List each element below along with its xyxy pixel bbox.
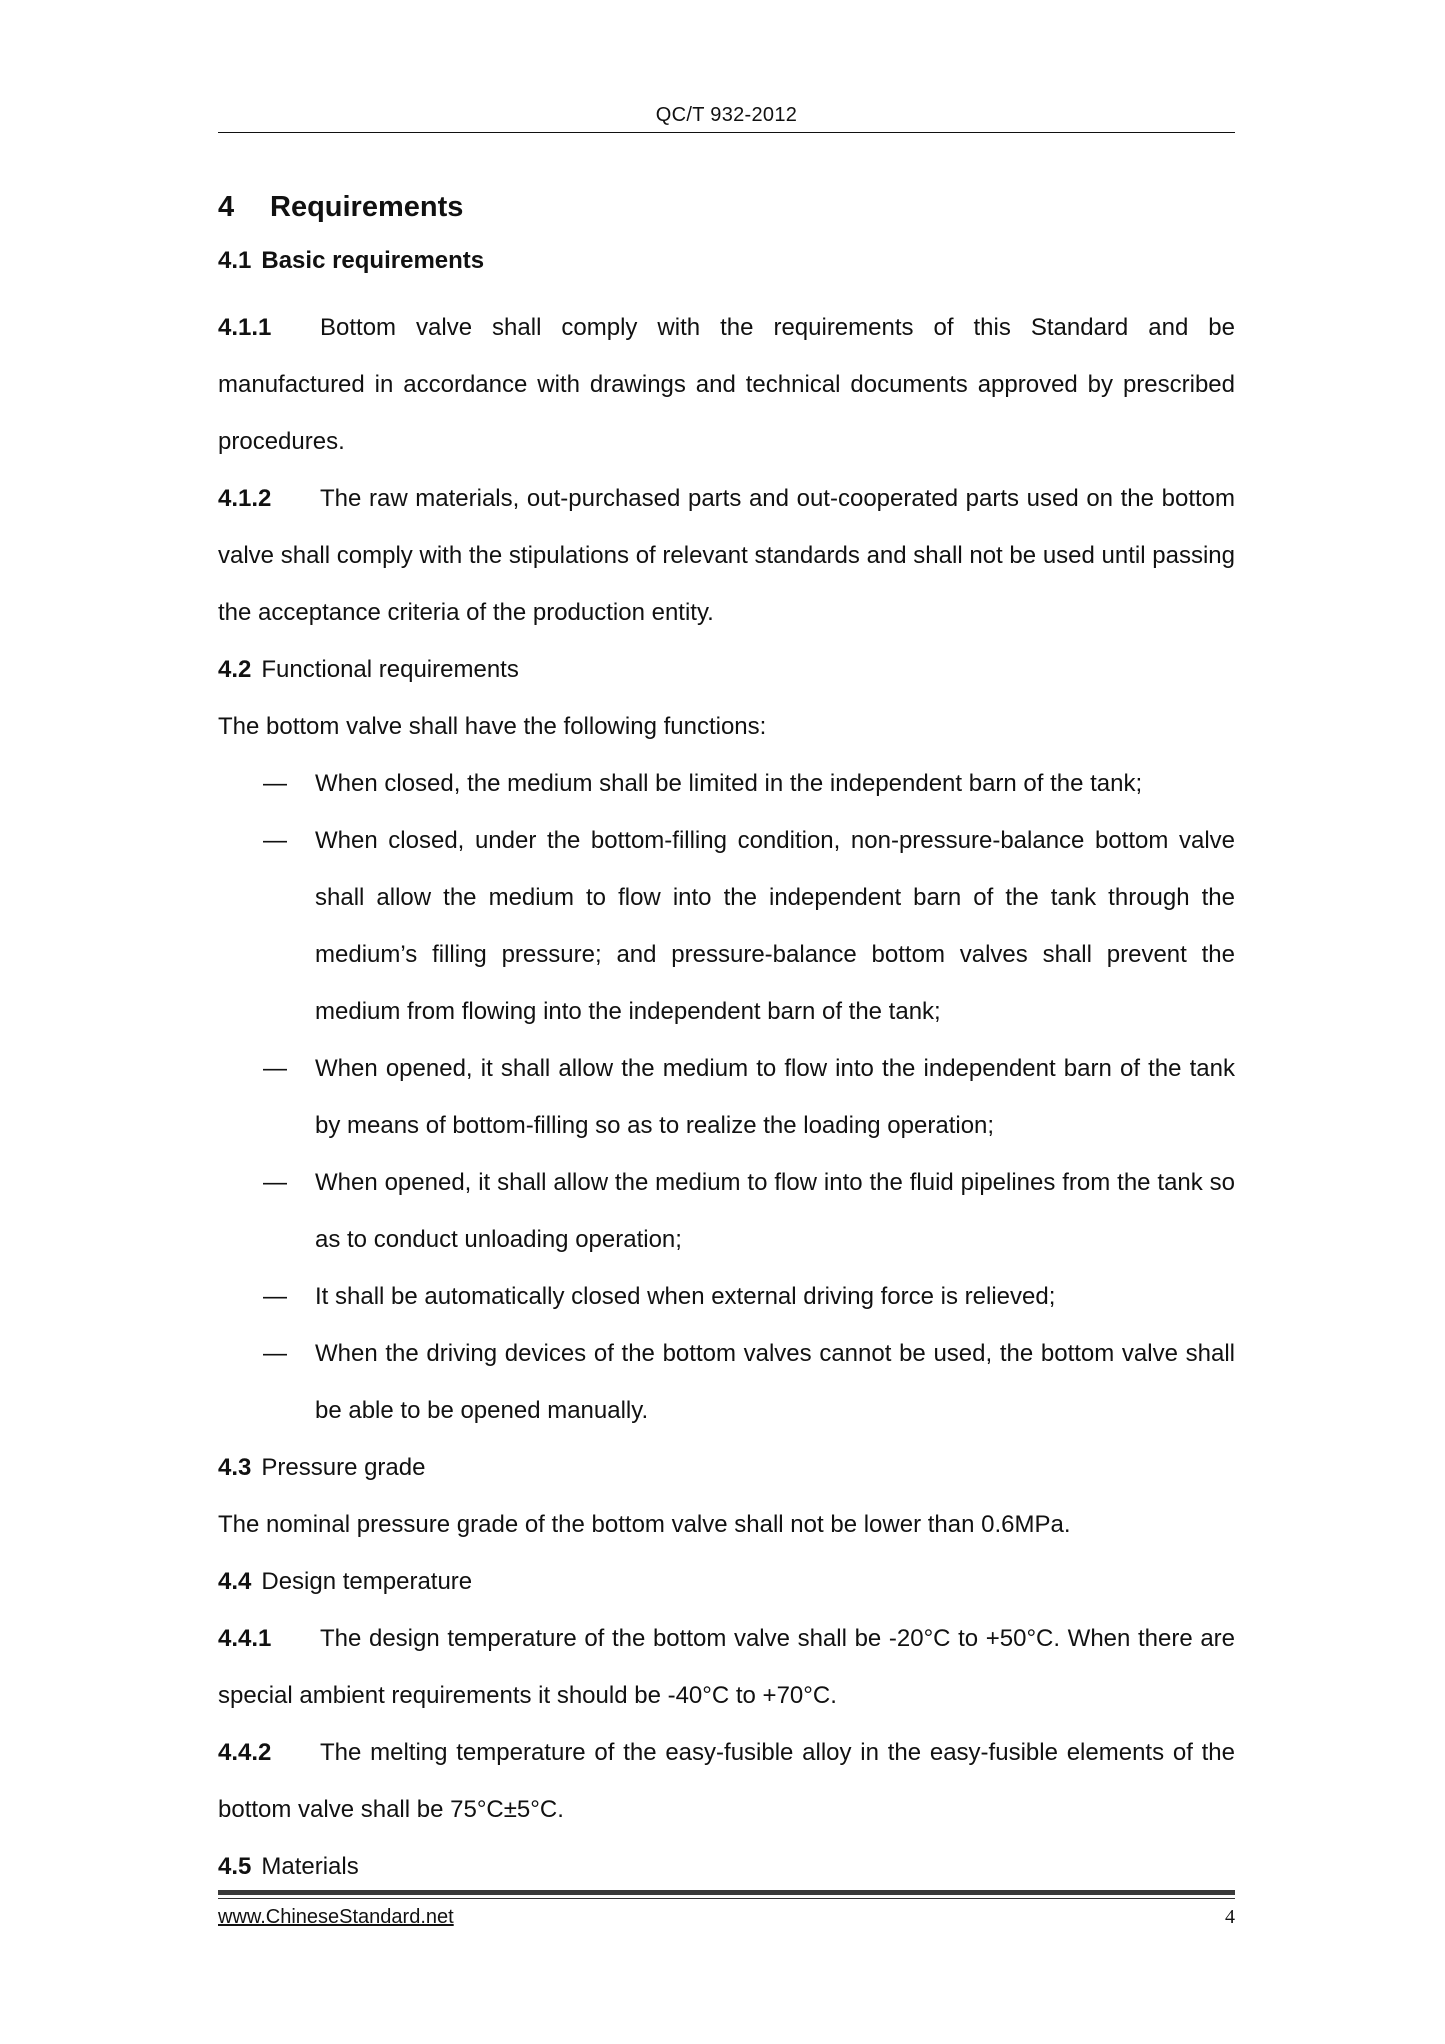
clause-4-1-2	[218, 470, 1235, 641]
section-title: Basic requirements	[261, 247, 485, 274]
list-item	[218, 812, 1235, 1040]
dash-bullet: —	[263, 1169, 287, 1196]
page-body	[218, 182, 1235, 1895]
clause-number: 4.4.2	[218, 1739, 272, 1766]
clause-4-4-2	[218, 1724, 1235, 1838]
section-4-2-heading	[218, 641, 1235, 698]
clause-number: 4.1.2	[218, 485, 272, 512]
list-item-text: When opened, it shall allow the medium to flow into the independent barn of the tank by means of bottom-filling so as to realize the loading operation;	[315, 1055, 1235, 1139]
list-item	[218, 1040, 1235, 1154]
dash-bullet: —	[263, 1283, 287, 1310]
section-title: Requirements	[270, 191, 464, 223]
clause-text: The melting temperature of the easy-fusible alloy in the easy-fusible elements of the bottom valve shall be 75°C±5°C.	[218, 1739, 1235, 1823]
section-number: 4.4	[218, 1568, 252, 1595]
dash-bullet: —	[263, 827, 287, 854]
clause-4-1-1	[218, 299, 1235, 470]
list-item-text: When opened, it shall allow the medium to flow into the fluid pipelines from the tank so as to conduct unloading operation;	[315, 1169, 1235, 1253]
section-title: Pressure grade	[261, 1454, 426, 1481]
footer-site-link[interactable]: www.ChineseStandard.net	[218, 1906, 454, 1928]
function-list	[218, 755, 1235, 1439]
clause-text: Bottom valve shall comply with the requirements of this Standard and be manufactured in accordance with drawings and technical documents approved by prescribed procedures.	[218, 314, 1235, 455]
page-header-doc-code: QC/T 932-2012	[655, 104, 798, 126]
section-title: Materials	[261, 1853, 359, 1880]
section-number: 4.3	[218, 1454, 252, 1481]
section-title: Design temperature	[261, 1568, 473, 1595]
list-item-text: It shall be automatically closed when external driving force is relieved;	[315, 1283, 1056, 1310]
list-item	[218, 1154, 1235, 1268]
clause-text: The raw materials, out-purchased parts and out-cooperated parts used on the bottom valve shall comply with the stipulations of relevant standards and shall not be used until passing the acceptance criteria of the production entity.	[218, 485, 1235, 626]
section-4-heading	[218, 182, 1235, 232]
list-item	[218, 1268, 1235, 1325]
page-number: 4	[1225, 1906, 1235, 1928]
list-item-text: When the driving devices of the bottom valves cannot be used, the bottom valve shall be able to be opened manually.	[315, 1340, 1235, 1424]
section-4-5-heading	[218, 1838, 1235, 1895]
section-4-1-heading	[218, 242, 1235, 279]
section-number: 4	[218, 191, 235, 223]
list-item	[218, 755, 1235, 812]
dash-bullet: —	[263, 1340, 287, 1367]
clause-number: 4.4.1	[218, 1625, 272, 1652]
footer-rule-thin	[218, 1898, 1235, 1899]
list-item-text: When closed, under the bottom-filling condition, non-pressure-balance bottom valve shall allow the medium to flow into the independent barn of the tank through the medium’s filling pressure; and pressure-balance bottom valves shall prevent the medium from flowing into the independent barn of the tank;	[315, 827, 1235, 1025]
dash-bullet: —	[263, 770, 287, 797]
clause-number: 4.1.1	[218, 314, 272, 341]
list-item	[218, 1325, 1235, 1439]
section-number: 4.5	[218, 1853, 252, 1880]
section-4-4-heading	[218, 1553, 1235, 1610]
section-number: 4.1	[218, 247, 252, 274]
dash-bullet: —	[263, 1055, 287, 1082]
header-rule	[218, 132, 1235, 133]
clause-text: The design temperature of the bottom valve shall be -20°C to +50°C. When there are special ambient requirements it should be -40°C to +70°C.	[218, 1625, 1235, 1709]
functions-intro: The bottom valve shall have the following functions:	[218, 713, 767, 740]
pressure-grade-text: The nominal pressure grade of the bottom valve shall not be lower than 0.6MPa.	[218, 1511, 1071, 1538]
section-title: Functional requirements	[261, 656, 519, 683]
list-item-text: When closed, the medium shall be limited in the independent barn of the tank;	[315, 770, 1143, 797]
footer-rule-thick	[218, 1890, 1235, 1895]
section-4-3-heading	[218, 1439, 1235, 1496]
clause-4-4-1	[218, 1610, 1235, 1724]
section-number: 4.2	[218, 656, 252, 683]
